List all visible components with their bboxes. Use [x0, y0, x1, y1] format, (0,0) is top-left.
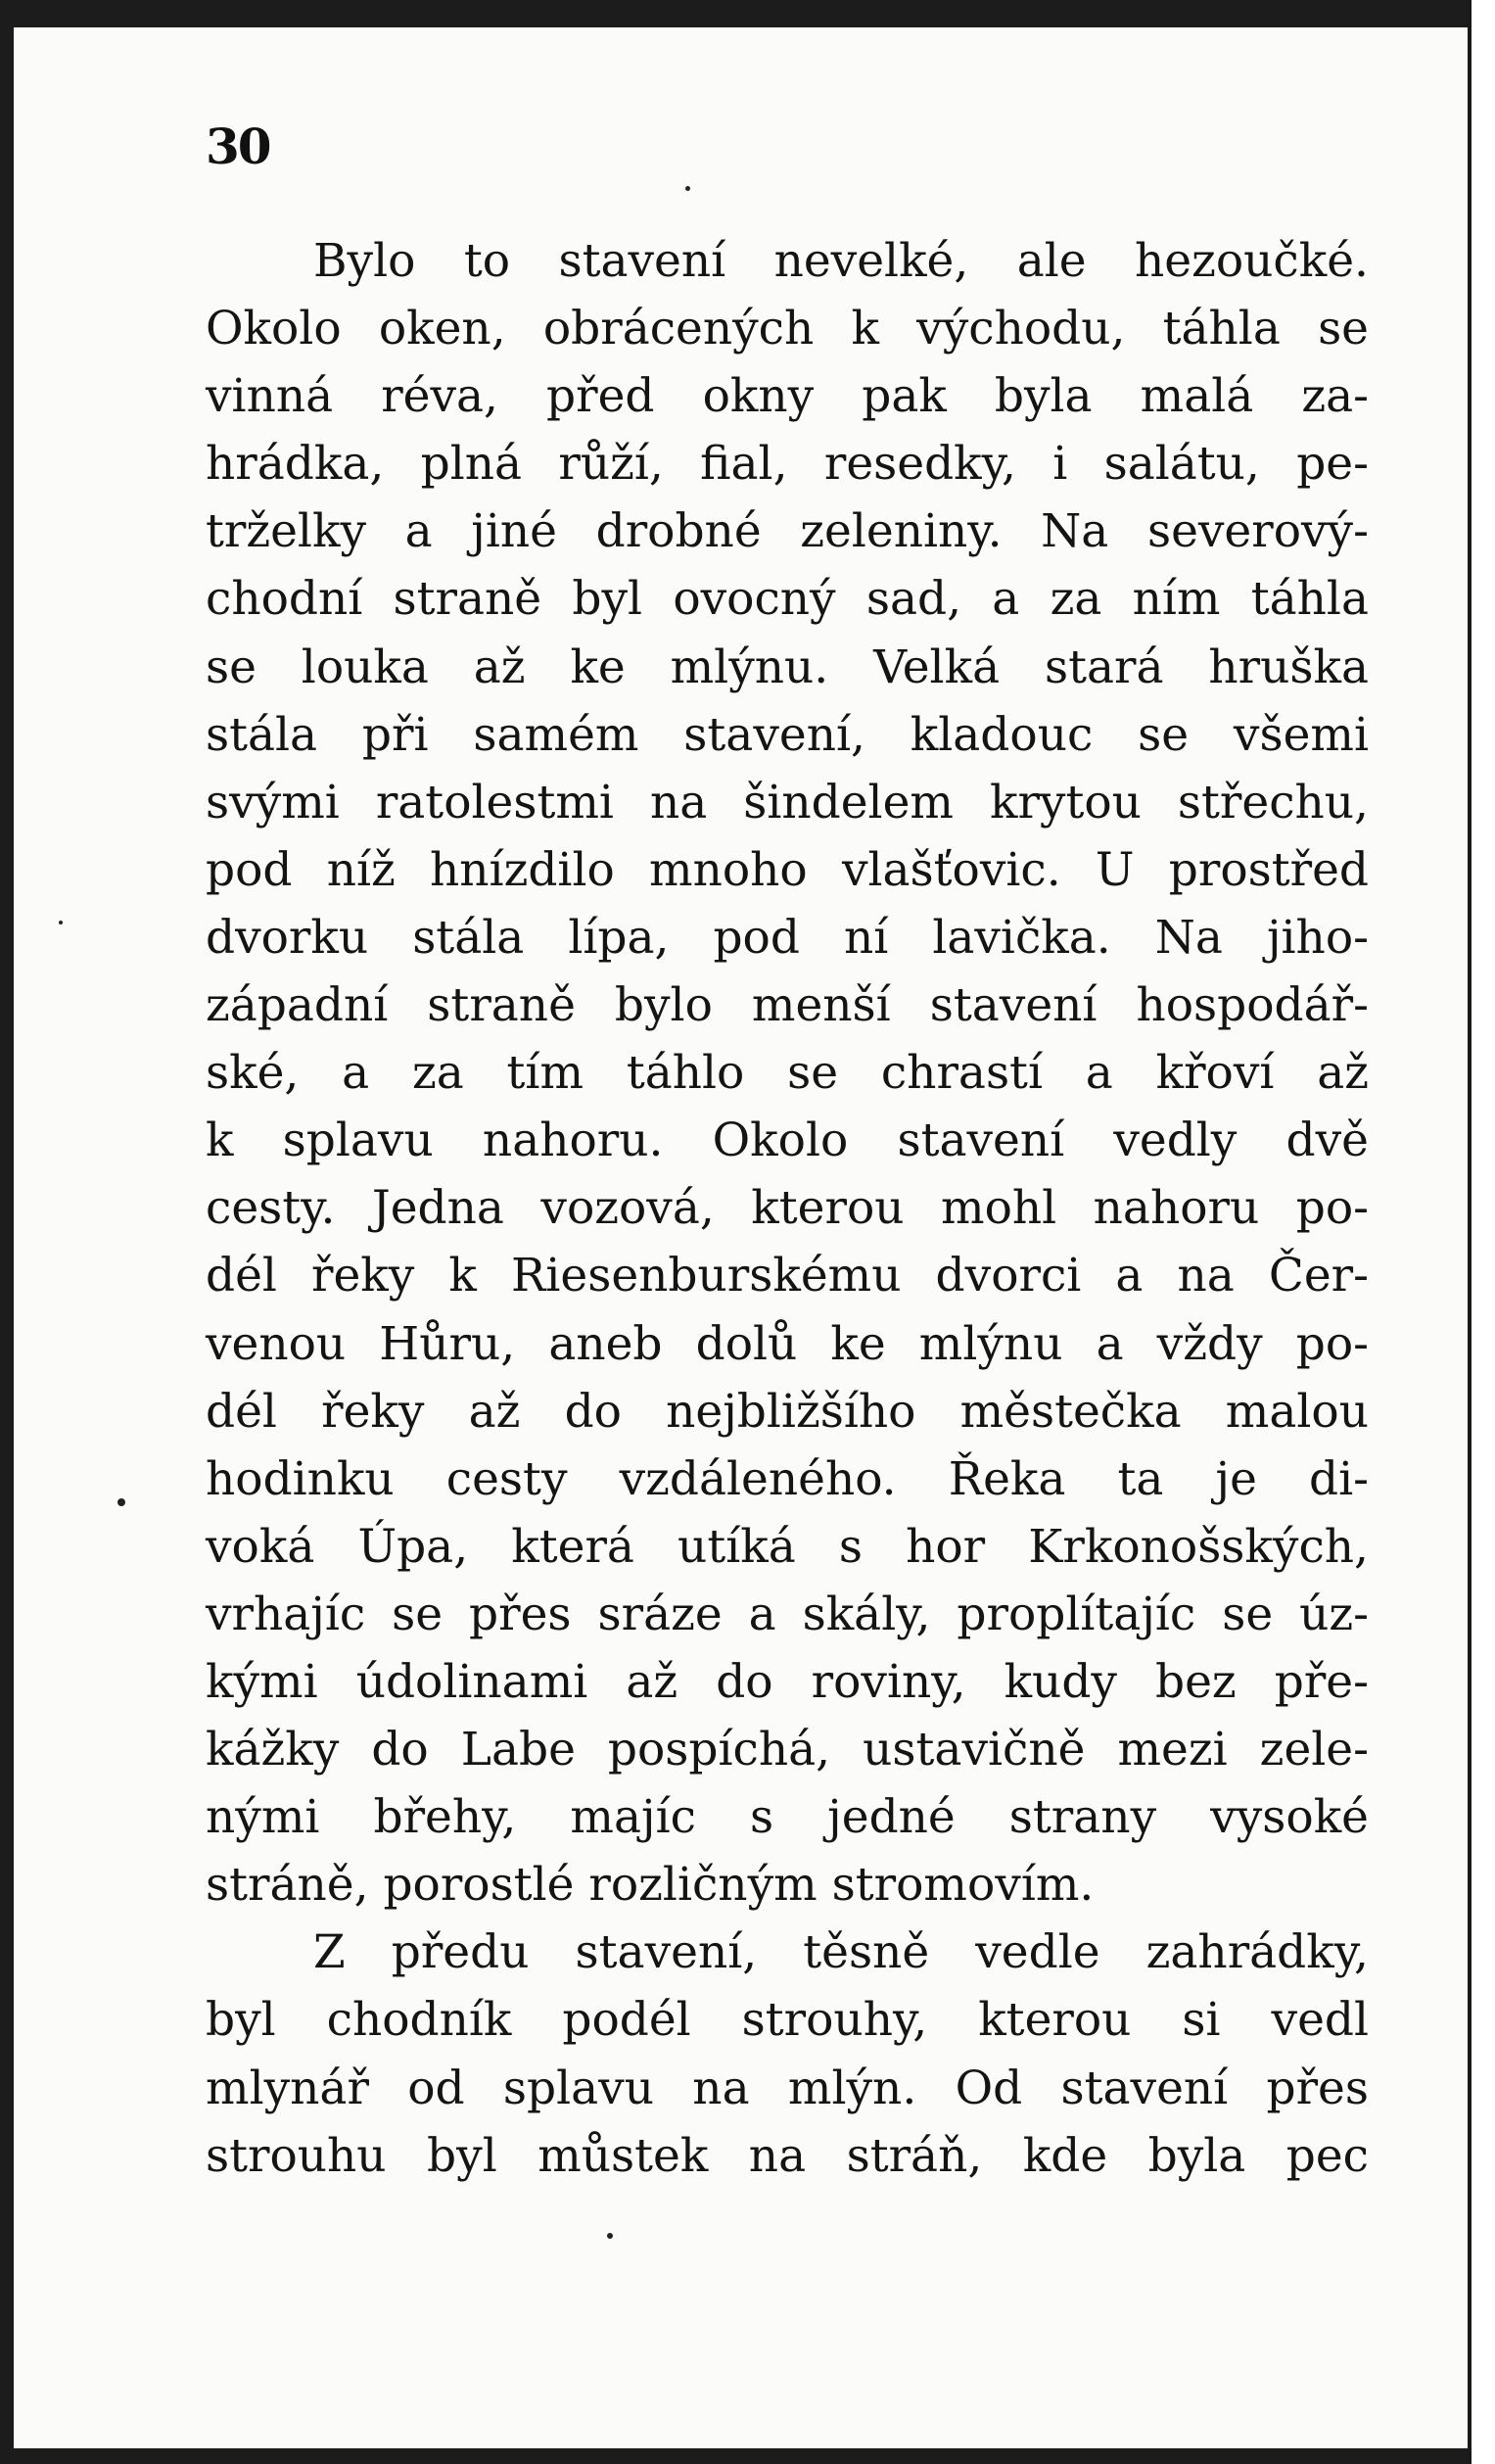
text-line: cesty. Jedna vozová, kterou mohl nahoru po-	[206, 1181, 1369, 1236]
text-line: se louka až ke mlýnu. Velká stará hruška	[206, 640, 1369, 694]
text-line: dvorku stála lípa, pod ní lavička. Na jiho-	[206, 910, 1369, 965]
text-line: dél řeky až do nejbližšího městečka malou	[206, 1384, 1369, 1439]
text-line: kážky do Labe pospíchá, ustavičně mezi zele-	[206, 1723, 1369, 1777]
print-speck	[607, 2233, 613, 2239]
text-line: ské, a za tím táhlo se chrastí a křoví až	[206, 1046, 1369, 1101]
paragraph-2	[206, 1919, 1369, 2189]
text-line: stála při samém stavení, kladouc se všemi	[206, 707, 1369, 762]
text-line: vrhajíc se přes sráze a skály, proplítajíc se úz-	[206, 1587, 1369, 1641]
print-speck	[117, 1498, 125, 1506]
text-line: Bylo to stavení nevelké, ale hezoučké.	[313, 234, 1369, 288]
page-edge	[1468, 0, 1495, 2464]
body-text	[206, 227, 1369, 2190]
text-line: vinná réva, před okny pak byla malá za-	[206, 369, 1369, 424]
print-speck	[685, 186, 690, 191]
text-line: dél řeky k Riesenburskému dvorci a na Čer-	[206, 1249, 1369, 1303]
text-line: k splavu nahoru. Okolo stavení vedly dvě	[206, 1114, 1369, 1168]
text-line: trželky a jiné drobné zeleniny. Na severový-	[206, 504, 1369, 559]
text-line: chodní straně byl ovocný sad, a za ním táhla	[206, 572, 1369, 627]
text-line: mlynář od splavu na mlýn. Od stavení přes	[206, 2061, 1369, 2115]
text-line: hrádka, plná růží, fial, resedky, i salátu, pe-	[206, 437, 1369, 492]
text-line: Okolo oken, obrácených k východu, táhla se	[206, 302, 1369, 356]
text-line: byl chodník podél strouhy, kterou si vedl	[206, 1993, 1369, 2048]
text-line: strouhu byl můstek na stráň, kde byla pec	[206, 2128, 1369, 2183]
text-line: západní straně bylo menší stavení hospodář-	[206, 978, 1369, 1033]
text-line: nými břehy, majíc s jedné strany vysoké	[206, 1790, 1369, 1845]
text-line: kými údolinami až do roviny, kudy bez pře-	[206, 1654, 1369, 1709]
text-line: voká Úpa, která utíká s hor Krkonošských,	[206, 1519, 1369, 1574]
page-number: 30	[206, 118, 270, 175]
text-line: venou Hůru, aneb dolů ke mlýnu a vždy po-	[206, 1316, 1369, 1371]
text-line: hodinku cesty vzdáleného. Řeka ta je di-	[206, 1451, 1369, 1506]
text-line: pod níž hnízdilo mnoho vlašťovic. U prostřed	[206, 842, 1369, 897]
print-speck	[59, 921, 63, 924]
text-line: svými ratolestmi na šindelem krytou střechu,	[206, 775, 1369, 829]
text-line: stráně, porostlé rozličným stromovím.	[206, 1858, 1095, 1913]
paragraph-1	[206, 227, 1369, 1919]
text-line: Z předu stavení, těsně vedle zahrádky,	[313, 1925, 1369, 1980]
